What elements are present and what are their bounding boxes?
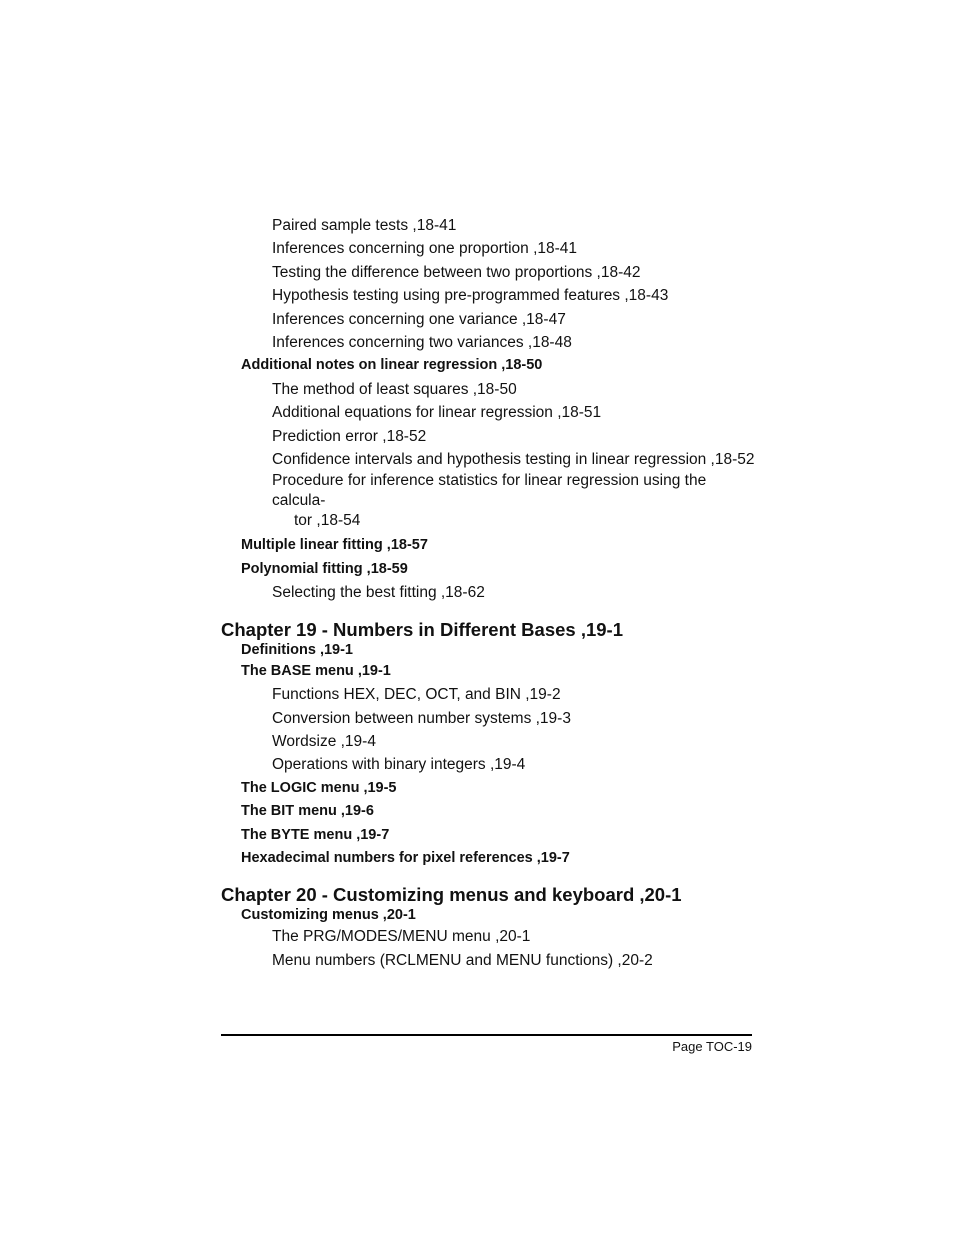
page-number: Page TOC-19 [672,1039,752,1054]
toc-subsection-entry: Hypothesis testing using pre-programmed features ,18-43 [272,287,669,305]
toc-subsection-entry: Functions HEX, DEC, OCT, and BIN ,19-2 [272,686,561,704]
toc-subsection-entry: Confidence intervals and hypothesis testing in linear regression ,18-52 [272,451,755,469]
toc-section-entry: Hexadecimal numbers for pixel references ,19-7 [241,849,570,866]
toc-subsection-entry: Inferences concerning one proportion ,18-41 [272,240,578,258]
toc-subsection-entry: Wordsize ,19-4 [272,732,376,750]
toc-subsection-entry: Testing the difference between two proportions ,18-42 [272,263,641,281]
toc-section-entry: Additional notes on linear regression ,18-50 [241,357,543,374]
toc-entry-continuation: tor ,18-54 [294,512,361,530]
toc-subsection-entry: Menu numbers (RCLMENU and MENU functions) ,20-2 [272,951,653,969]
toc-entry-text: Procedure for inference statistics for linear regression using the calcula- [272,472,707,510]
toc-subsection-entry: Inferences concerning one variance ,18-47 [272,310,566,328]
toc-section-entry: Definitions ,19-1 [241,641,353,658]
toc-subsection-entry: Conversion between number systems ,19-3 [272,709,571,727]
toc-section-entry: Customizing menus ,20-1 [241,907,416,924]
table-of-contents [221,214,755,972]
toc-chapter-heading: Chapter 20 - Customizing menus and keyboard ,20-1 [221,884,682,906]
toc-section-entry: The LOGIC menu ,19-5 [241,779,397,796]
toc-section-entry: Polynomial fitting ,18-59 [241,560,408,577]
toc-subsection-entry: The method of least squares ,18-50 [272,380,517,398]
toc-subsection-entry: Selecting the best fitting ,18-62 [272,584,485,602]
toc-subsection-entry: The PRG/MODES/MENU menu ,20-1 [272,928,531,946]
toc-subsection-entry: Inferences concerning two variances ,18-48 [272,334,572,352]
toc-section-entry: The BYTE menu ,19-7 [241,826,390,843]
toc-section-entry: The BIT menu ,19-6 [241,803,374,820]
toc-subsection-entry: Paired sample tests ,18-41 [272,217,457,234]
toc-subsection-entry [221,471,752,531]
toc-section-entry: The BASE menu ,19-1 [241,662,391,679]
toc-subsection-entry: Operations with binary integers ,19-4 [272,756,526,774]
toc-section-entry: Multiple linear fitting ,18-57 [241,537,428,554]
toc-chapter-heading: Chapter 19 - Numbers in Different Bases ,19-1 [221,618,623,640]
toc-subsection-entry: Additional equations for linear regression ,18-51 [272,404,602,422]
footer-rule [221,1034,752,1036]
toc-subsection-entry: Prediction error ,18-52 [272,427,427,445]
